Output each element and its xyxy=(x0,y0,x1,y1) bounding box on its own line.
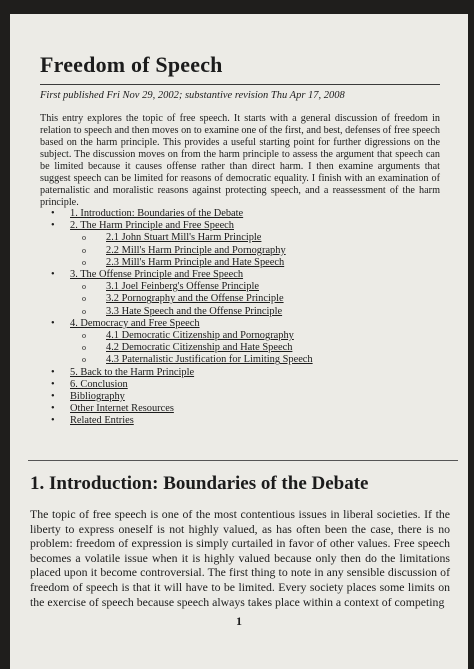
toc-item xyxy=(48,391,388,403)
bullet-icon: • xyxy=(51,208,55,219)
document-title: Freedom of Speech xyxy=(40,52,223,77)
toc-link[interactable]: 5. Back to the Harm Principle xyxy=(70,366,195,378)
toc-item xyxy=(48,318,388,330)
toc-link[interactable]: 2.2 Mill's Harm Principle and Pornography xyxy=(106,244,286,256)
bullet-icon: o xyxy=(82,245,86,255)
toc-link[interactable]: 3.2 Pornography and the Offense Principle xyxy=(106,293,284,305)
bullet-icon: • xyxy=(51,403,55,415)
bullet-icon: o xyxy=(82,282,86,292)
toc-item xyxy=(48,220,388,232)
bullet-icon: o xyxy=(82,343,86,353)
toc-link[interactable]: 4. Democracy and Free Speech xyxy=(70,317,200,329)
toc-item xyxy=(48,257,388,269)
bullet-icon: o xyxy=(82,294,86,304)
abstract-paragraph: This entry explores the topic of free speech. It starts with a general discussion of freedom in relation to speech and then moves on to examine one of the first, and best, defenses of free speech based on the harm principle. This provides a useful starting point for further digressions on the subject. The discussion moves on from the harm principle to assess the argument that speech can be limited because it causes offense rather than direct harm. I then examine arguments that suggest speech can be limited for reasons of democratic equality. I finish with an examination of paternalistic and moralistic reasons against protecting speech, and a reassessment of the harm principle. xyxy=(40,113,440,208)
toc-link[interactable]: 3.1 Joel Feinberg's Offense Principle xyxy=(106,281,259,293)
bullet-icon: • xyxy=(51,378,55,390)
toc-item xyxy=(48,232,388,244)
bullet-icon: o xyxy=(82,306,86,316)
bullet-icon: • xyxy=(51,415,55,427)
toc-link[interactable]: 4.2 Democratic Citizenship and Hate Speech xyxy=(106,342,293,354)
title-divider xyxy=(40,84,440,85)
toc-item xyxy=(48,245,388,257)
toc-item xyxy=(48,281,388,293)
bullet-icon: o xyxy=(82,233,86,243)
page-number: 1 xyxy=(236,614,242,628)
bullet-icon: o xyxy=(82,331,86,341)
table-of-contents xyxy=(48,208,388,428)
toc-link[interactable]: 2.1 John Stuart Mill's Harm Principle xyxy=(106,232,262,244)
toc-link[interactable]: 3. The Offense Principle and Free Speech xyxy=(70,269,244,281)
toc-link[interactable]: Other Internet Resources xyxy=(70,403,174,415)
toc-link[interactable]: 1. Introduction: Boundaries of the Debate xyxy=(70,208,244,219)
toc-item xyxy=(48,379,388,391)
toc-link[interactable]: 2. The Harm Principle and Free Speech xyxy=(70,220,234,232)
bullet-icon: • xyxy=(51,220,55,232)
toc-item xyxy=(48,354,388,366)
toc-item xyxy=(48,293,388,305)
bullet-icon: • xyxy=(51,391,55,403)
section-paragraph: The topic of free speech is one of the most contentious issues in liberal societies. If the liberty to express oneself is not highly valued, as has often been the case, there is no problem: freedom of expression is simply curtailed in favor of other values. Free speech becomes a volatile issue when it is highly valued because only then do the limitations placed upon it become controversial. The first thing to note in any sensible discussion of freedom of speech is that it will have to be limited. Every society places some limits on the exercise of speech because speech always takes place within a context of competing xyxy=(30,507,450,609)
toc-link[interactable]: Bibliography xyxy=(70,391,125,403)
toc-link[interactable]: 6. Conclusion xyxy=(70,378,128,390)
toc-link[interactable]: 4.1 Democratic Citizenship and Pornography xyxy=(106,330,294,342)
toc-item xyxy=(48,403,388,415)
toc-link[interactable]: 3.3 Hate Speech and the Offense Principle xyxy=(106,305,283,317)
document-page xyxy=(10,14,468,669)
section-heading: 1. Introduction: Boundaries of the Debate xyxy=(30,473,369,494)
toc-item xyxy=(48,269,388,281)
bullet-icon: • xyxy=(51,317,55,329)
bullet-icon: o xyxy=(82,355,86,365)
toc-item xyxy=(48,330,388,342)
section-divider xyxy=(28,460,458,461)
bullet-icon: • xyxy=(51,269,55,281)
toc-item xyxy=(48,342,388,354)
publication-info: First published Fri Nov 29, 2002; substantive revision Thu Apr 17, 2008 xyxy=(40,90,345,101)
toc-link[interactable]: 2.3 Mill's Harm Principle and Hate Speech xyxy=(106,256,285,268)
toc-item xyxy=(48,415,388,427)
toc-item xyxy=(48,367,388,379)
bullet-icon: • xyxy=(51,366,55,378)
toc-link[interactable]: Related Entries xyxy=(70,415,134,427)
toc-link[interactable]: 4.3 Paternalistic Justification for Limiting Speech xyxy=(106,354,313,366)
toc-item xyxy=(48,208,388,220)
toc-item xyxy=(48,306,388,318)
bullet-icon: o xyxy=(82,257,86,267)
